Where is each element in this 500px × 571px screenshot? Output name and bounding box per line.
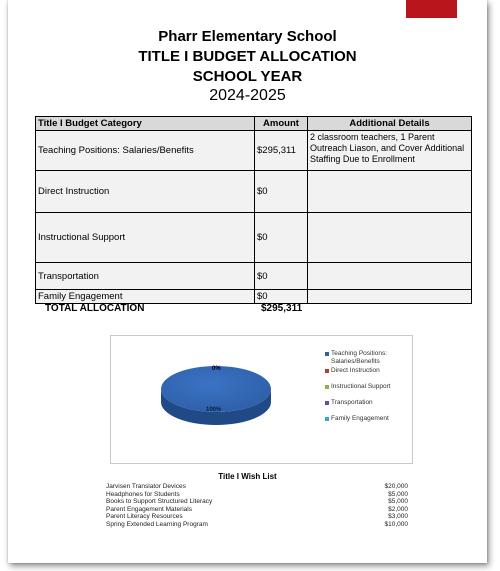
legend-item — [325, 415, 413, 423]
wish-item-amount: $3,000 — [388, 513, 408, 520]
legend-swatch — [325, 401, 329, 405]
category-cell: Teaching Positions: Salaries/Benefits — [36, 131, 255, 171]
wish-item-name: Parent Engagement Materials — [106, 505, 192, 513]
pie-data-label: 100% — [206, 407, 222, 413]
wish-item-amount: $5,000 — [388, 498, 408, 505]
details-cell — [308, 213, 472, 263]
list-item — [106, 513, 408, 521]
legend-item — [325, 399, 413, 407]
pie-chart — [110, 335, 413, 464]
amount-cell: $0 — [255, 290, 308, 304]
document-page — [8, 0, 487, 563]
table-row — [36, 213, 472, 263]
table-row — [36, 171, 472, 213]
list-item — [106, 498, 408, 506]
wish-item-name: Spring Extended Learning Program — [106, 520, 208, 528]
wish-list — [106, 483, 408, 528]
wish-item-name: Parent Literacy Resources — [106, 513, 183, 520]
school-year: 2024-2025 — [209, 87, 286, 104]
wish-item-amount: $20,000 — [384, 483, 408, 490]
school-name: Pharr Elementary School — [158, 28, 337, 45]
legend-swatch — [325, 417, 329, 421]
table-row — [36, 131, 472, 171]
amount-cell: $0 — [255, 171, 308, 213]
amount-cell: $0 — [255, 213, 308, 263]
details-cell — [308, 171, 472, 213]
column-header-amount: Amount — [255, 117, 308, 131]
table-row — [36, 263, 472, 290]
legend-label: Teaching Positions: Salaries/Benefits — [331, 350, 388, 365]
budget-table — [35, 116, 472, 304]
list-item — [106, 491, 408, 499]
wish-item-amount: $5,000 — [388, 490, 408, 498]
legend-swatch — [325, 385, 329, 389]
school-year-label: SCHOOL YEAR — [192, 68, 303, 85]
list-item — [106, 506, 408, 514]
wish-item-amount: $10,000 — [384, 520, 408, 528]
pie-chart-plot — [111, 336, 321, 463]
corner-tab — [406, 0, 457, 18]
legend-swatch — [325, 352, 329, 356]
legend-label: Instructional Support — [331, 383, 391, 390]
details-cell — [308, 290, 472, 304]
category-cell: Direct Instruction — [36, 171, 255, 213]
list-item — [106, 521, 408, 529]
table-header-row — [36, 117, 472, 131]
legend-item — [325, 367, 413, 375]
category-cell: Family Engagement — [36, 290, 255, 304]
category-cell: Transportation — [36, 263, 255, 290]
pie-data-label: 0% — [212, 366, 221, 372]
total-allocation-value: $295,311 — [261, 303, 303, 314]
wish-item-amount: $2,000 — [388, 505, 408, 513]
list-item — [106, 483, 408, 491]
legend-swatch — [325, 369, 329, 373]
total-allocation-label: TOTAL ALLOCATION — [45, 303, 145, 314]
legend-item — [325, 383, 413, 391]
wish-item-name: Books to Support Structured Literacy — [106, 498, 213, 505]
category-cell: Instructional Support — [36, 213, 255, 263]
legend-label: Family Engagement — [331, 415, 389, 422]
details-cell — [308, 263, 472, 290]
chart-legend — [325, 350, 413, 423]
table-row — [36, 290, 472, 304]
page-title: TITLE I BUDGET ALLOCATION — [138, 48, 357, 65]
column-header-details: Additional Details — [308, 117, 472, 131]
legend-item — [325, 350, 413, 366]
wish-list-title: Title I Wish List — [218, 472, 277, 481]
wish-item-name: Jarvisen Translator Devices — [106, 483, 186, 490]
amount-cell: $0 — [255, 263, 308, 290]
column-header-category: Title I Budget Category — [36, 117, 255, 131]
pie-slice — [161, 366, 271, 412]
amount-cell: $295,311 — [255, 131, 308, 171]
legend-label: Transportation — [331, 399, 373, 406]
wish-item-name: Headphones for Students — [106, 490, 180, 498]
details-cell: 2 classroom teachers, 1 Parent Outreach Liason, and Cover Additional Staffing Due to Enrollment — [308, 131, 472, 171]
legend-label: Direct Instruction — [331, 367, 380, 374]
